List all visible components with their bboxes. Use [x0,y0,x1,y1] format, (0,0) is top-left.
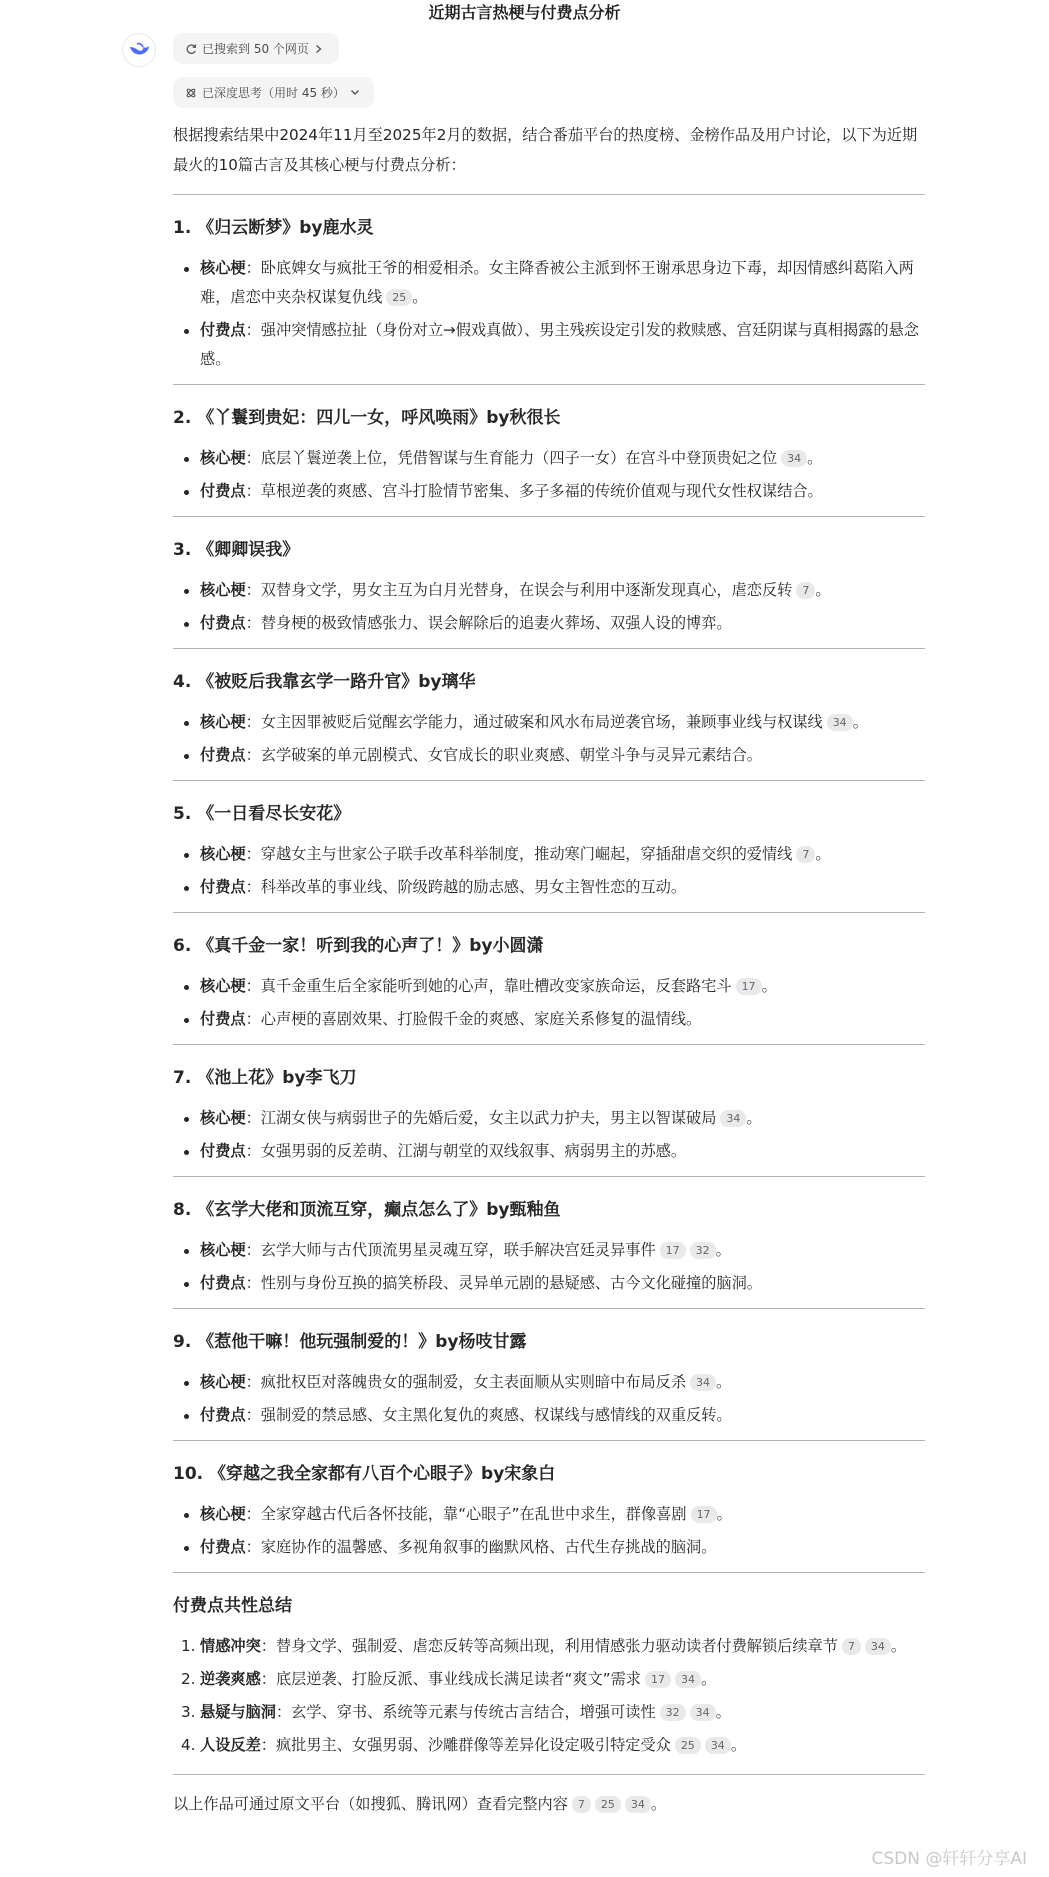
summary-text: 疯批男主、女强男弱、沙雕群像等差异化设定吸引特定受众 [275,1736,671,1754]
citation-badge[interactable]: 25 [675,1737,701,1754]
citation-badge[interactable]: 17 [660,1242,686,1259]
novel-title: 8. 《玄学大佬和顶流互穿，癫点怎么了》by甄釉鱼 [173,1200,561,1220]
colon: ： [260,1637,276,1655]
pay-text: 家庭协作的温馨感、多视角叙事的幽默风格、古代生存挑战的脑洞。 [260,1538,717,1556]
pay-point [173,316,925,374]
citation-badge[interactable]: 34 [625,1796,651,1813]
colon: ： [245,1373,261,1391]
pay-point [173,1401,925,1430]
period: 。 [716,1373,732,1391]
pay-text: 强冲突情感拉扯（身份对立→假戏真做）、男主残疾设定引发的救赎感、宫廷阴谋与真相揭露的悬念感。 [200,321,919,368]
pay-point [173,477,925,506]
core-point [173,1236,925,1265]
search-results-label: 已搜索到 50 个网页 [202,42,309,56]
novel-item [173,1066,925,1177]
colon: ： [245,746,261,764]
period: 。 [701,1670,717,1688]
citation-badge[interactable]: 32 [660,1704,686,1721]
colon: ： [245,1142,261,1160]
period: 。 [852,713,868,731]
novel-points [173,576,925,638]
divider [173,1774,925,1775]
pay-text: 科举改革的事业线、阶级跨越的励志感、男女主智性恋的互动。 [260,878,686,896]
period: 。 [715,1703,731,1721]
period: 。 [715,1241,731,1259]
divider [173,384,925,385]
pay-point [173,873,925,902]
summary-title: 付费点共性总结 [173,1596,292,1616]
citation-badge[interactable]: 17 [691,1506,717,1523]
pay-point [173,1137,925,1166]
summary-item [173,1731,925,1760]
summary-label: 人设反差 [200,1736,261,1754]
whale-logo-icon [128,41,150,59]
divider [173,194,925,195]
novel-points [173,1104,925,1166]
summary-text: 底层逆袭、打脸反派、事业线成长满足读者“爽文”需求 [275,1670,641,1688]
core-point [173,972,925,1001]
citation-badge[interactable]: 34 [690,1704,716,1721]
colon: ： [245,878,261,896]
divider [173,648,925,649]
pay-text: 强制爱的禁忌感、女主黑化复仇的爽感、权谋线与感情线的双重反转。 [260,1406,732,1424]
core-label: 核心梗 [200,713,246,731]
core-label: 核心梗 [200,845,246,863]
pay-text: 女强男弱的反差萌、江湖与朝堂的双线叙事、病弱男主的苏感。 [260,1142,686,1160]
colon: ： [245,1406,261,1424]
summary-list [173,1632,925,1760]
citation-badge[interactable]: 34 [865,1638,891,1655]
core-label: 核心梗 [200,1505,246,1523]
period: 。 [807,449,823,467]
colon: ： [245,1241,261,1259]
summary-number: 2. [181,1670,196,1688]
novel-points [173,1368,925,1430]
divider [173,1572,925,1573]
pay-label: 付费点 [200,614,246,632]
core-label: 核心梗 [200,1109,246,1127]
summary-item [173,1665,925,1694]
citation-badge[interactable]: 34 [675,1671,701,1688]
core-text: 疯批权臣对落魄贵女的强制爱，女主表面顺从实则暗中布局反杀 [260,1373,686,1391]
novel-item [173,538,925,649]
closing-period: 。 [650,1795,667,1813]
novel-item [173,934,925,1045]
citation-badge[interactable]: 34 [705,1737,731,1754]
core-text: 卧底婢女与疯批王爷的相爱相杀。女主降香被公主派到怀王谢承思身边下毒，却因情感纠葛陷入两难，虐恋中夹杂权谋复仇线 [200,259,914,306]
pay-label: 付费点 [200,321,246,339]
novel-title: 10. 《穿越之我全家都有八百个心眼子》by宋象白 [173,1464,556,1484]
period: 。 [746,1109,762,1127]
pay-text: 性别与身份互换的搞笑桥段、灵异单元剧的悬疑感、古今文化碰撞的脑洞。 [260,1274,762,1292]
pay-point [173,741,925,770]
colon: ： [245,581,261,599]
pay-label: 付费点 [200,878,246,896]
atom-icon [185,87,197,99]
divider [173,780,925,781]
summary-section [173,1594,925,1760]
pay-text: 玄学破案的单元剧模式、女官成长的职业爽感、朝堂斗争与灵异元素结合。 [260,746,762,764]
pay-text: 草根逆袭的爽感、宫斗打脸情节密集、多子多福的传统价值观与现代女性权谋结合。 [260,482,823,500]
core-point [173,1368,925,1397]
summary-label: 悬疑与脑洞 [200,1703,276,1721]
novel-item [173,1330,925,1441]
novel-item [173,670,925,781]
novel-points [173,1236,925,1298]
citation-badge[interactable]: 7 [796,846,815,863]
novel-title: 6. 《真千金一家！听到我的心声了！》by小圆潇 [173,936,544,956]
divider [173,1044,925,1045]
summary-item [173,1632,925,1661]
pay-point [173,1269,925,1298]
core-text: 穿越女主与世家公子联手改革科举制度，推动寒门崛起，穿插甜虐交织的爱情线 [260,845,793,863]
colon: ： [245,1010,261,1028]
page-title: 近期古言热梗与付费点分析 [428,3,621,22]
core-point [173,576,925,605]
intro-paragraph: 根据搜索结果中2024年11月至2025年2月的数据，结合番茄平台的热度榜、金榜作品及用户讨论，以下为近期最火的10篇古言及其核心梗与付费点分析： [173,126,918,174]
novel-item [173,1462,925,1573]
chevron-down-icon [350,88,360,97]
citation-badge[interactable]: 25 [386,289,412,306]
colon: ： [260,1736,276,1754]
period: 。 [412,288,428,306]
novel-item [173,216,925,385]
summary-number: 3. [181,1703,196,1721]
citation-badge[interactable]: 7 [842,1638,861,1655]
citation-badge[interactable]: 17 [645,1671,671,1688]
core-label: 核心梗 [200,1373,246,1391]
chevron-right-icon [314,44,323,54]
pay-text: 心声梗的喜剧效果、打脸假千金的爽感、家庭关系修复的温情线。 [260,1010,702,1028]
colon: ： [245,449,261,467]
novel-points [173,1500,925,1562]
core-text: 底层丫鬟逆袭上位，凭借智谋与生育能力（四子一女）在宫斗中登顶贵妃之位 [260,449,778,467]
citation-badge[interactable]: 34 [781,450,807,467]
closing-text: 以上作品可通过原文平台（如搜狐、腾讯网）查看完整内容 [173,1795,568,1813]
citation-badge[interactable]: 17 [736,978,762,995]
summary-label: 逆袭爽感 [200,1670,261,1688]
citation-badge[interactable]: 7 [796,582,815,599]
novel-list [173,216,925,1573]
summary-number: 1. [181,1637,196,1655]
novel-points [173,444,925,506]
period: 。 [890,1637,907,1655]
divider [173,1176,925,1177]
period: 。 [815,581,831,599]
core-point [173,840,925,869]
search-results-button[interactable] [173,33,339,64]
pay-point [173,1005,925,1034]
period: 。 [716,1505,732,1523]
novel-item [173,406,925,517]
divider [173,516,925,517]
colon: ： [245,259,261,277]
period: 。 [761,977,777,995]
core-text: 玄学大师与古代顶流男星灵魂互穿，联手解决宫廷灵异事件 [260,1241,656,1259]
colon: ： [245,321,261,339]
colon: ： [245,482,261,500]
core-point [173,708,925,737]
colon: ： [245,1109,261,1127]
pay-text: 替身梗的极致情感张力、误会解除后的追妻火葬场、双强人设的博弈。 [260,614,732,632]
core-text: 江湖女侠与病弱世子的先婚后爱，女主以武力护夫，男主以智谋破局 [260,1109,717,1127]
citation-badge[interactable]: 25 [595,1796,621,1813]
pay-label: 付费点 [200,1142,246,1160]
citation-badge[interactable]: 34 [827,714,853,731]
pay-label: 付费点 [200,1406,246,1424]
core-label: 核心梗 [200,977,246,995]
closing-paragraph [173,1789,925,1819]
summary-label: 情感冲突 [200,1637,261,1655]
citation-badge[interactable]: 34 [690,1374,716,1391]
assistant-avatar [122,33,156,67]
pay-label: 付费点 [200,1010,246,1028]
novel-title: 9. 《惹他干嘛！他玩强制爱的！》by杨吱甘露 [173,1332,527,1352]
novel-title: 7. 《池上花》by李飞刀 [173,1068,357,1088]
pay-label: 付费点 [200,1274,246,1292]
novel-title: 3. 《卿卿误我》 [173,540,300,560]
novel-title: 4. 《被贬后我靠玄学一路升官》by璃华 [173,672,476,692]
colon: ： [245,1274,261,1292]
colon: ： [245,1538,261,1556]
divider [173,1440,925,1441]
colon: ： [275,1703,292,1721]
core-point [173,444,925,473]
answer-content [173,120,925,1819]
colon: ： [245,1505,261,1523]
citation-badge[interactable]: 7 [572,1796,591,1813]
core-label: 核心梗 [200,581,246,599]
citation-badge[interactable]: 34 [720,1110,746,1127]
pay-label: 付费点 [200,1538,246,1556]
colon: ： [245,614,261,632]
summary-item [173,1698,925,1727]
deep-think-toggle[interactable] [173,77,374,108]
colon: ： [260,1670,276,1688]
core-text: 全家穿越古代后各怀技能，靠“心眼子”在乱世中求生，群像喜剧 [260,1505,687,1523]
novel-points [173,254,925,374]
core-text: 真千金重生后全家能听到她的心声，靠吐槽改变家族命运，反套路宅斗 [260,977,732,995]
core-text: 双替身文学，男女主互为白月光替身，在误会与利用中逐渐发现真心，虐恋反转 [260,581,793,599]
core-point [173,1500,925,1529]
citation-badge[interactable]: 32 [690,1242,716,1259]
pay-label: 付费点 [200,746,246,764]
novel-item [173,1198,925,1309]
watermark: CSDN @轩轩分享AI [871,1849,1027,1869]
divider [173,912,925,913]
novel-points [173,972,925,1034]
core-point [173,1104,925,1133]
core-label: 核心梗 [200,1241,246,1259]
refresh-search-icon [185,43,197,55]
colon: ： [245,845,261,863]
summary-number: 4. [181,1736,196,1754]
novel-points [173,708,925,770]
core-label: 核心梗 [200,259,246,277]
novel-points [173,840,925,902]
novel-item [173,802,925,913]
novel-title: 2. 《丫鬟到贵妃：四儿一女，呼风唤雨》by秋很长 [173,408,561,428]
core-point [173,254,925,312]
summary-text: 替身文学、强制爱、虐恋反转等高频出现，利用情感张力驱动读者付费解锁后续章节 [275,1637,838,1655]
novel-title: 1. 《归云断梦》by鹿水灵 [173,218,374,238]
period: 。 [730,1736,746,1754]
pay-point [173,609,925,638]
pay-point [173,1533,925,1562]
colon: ： [245,713,261,731]
core-text: 女主因罪被贬后觉醒玄学能力，通过破案和风水布局逆袭官场，兼顾事业线与权谋线 [260,713,823,731]
summary-text: 玄学、穿书、系统等元素与传统古言结合，增强可读性 [291,1703,656,1721]
colon: ： [245,977,261,995]
novel-title: 5. 《一日看尽长安花》 [173,804,351,824]
period: 。 [815,845,831,863]
divider [173,1308,925,1309]
pay-label: 付费点 [200,482,246,500]
core-label: 核心梗 [200,449,246,467]
deep-think-label: 已深度思考（用时 45 秒） [202,86,345,100]
